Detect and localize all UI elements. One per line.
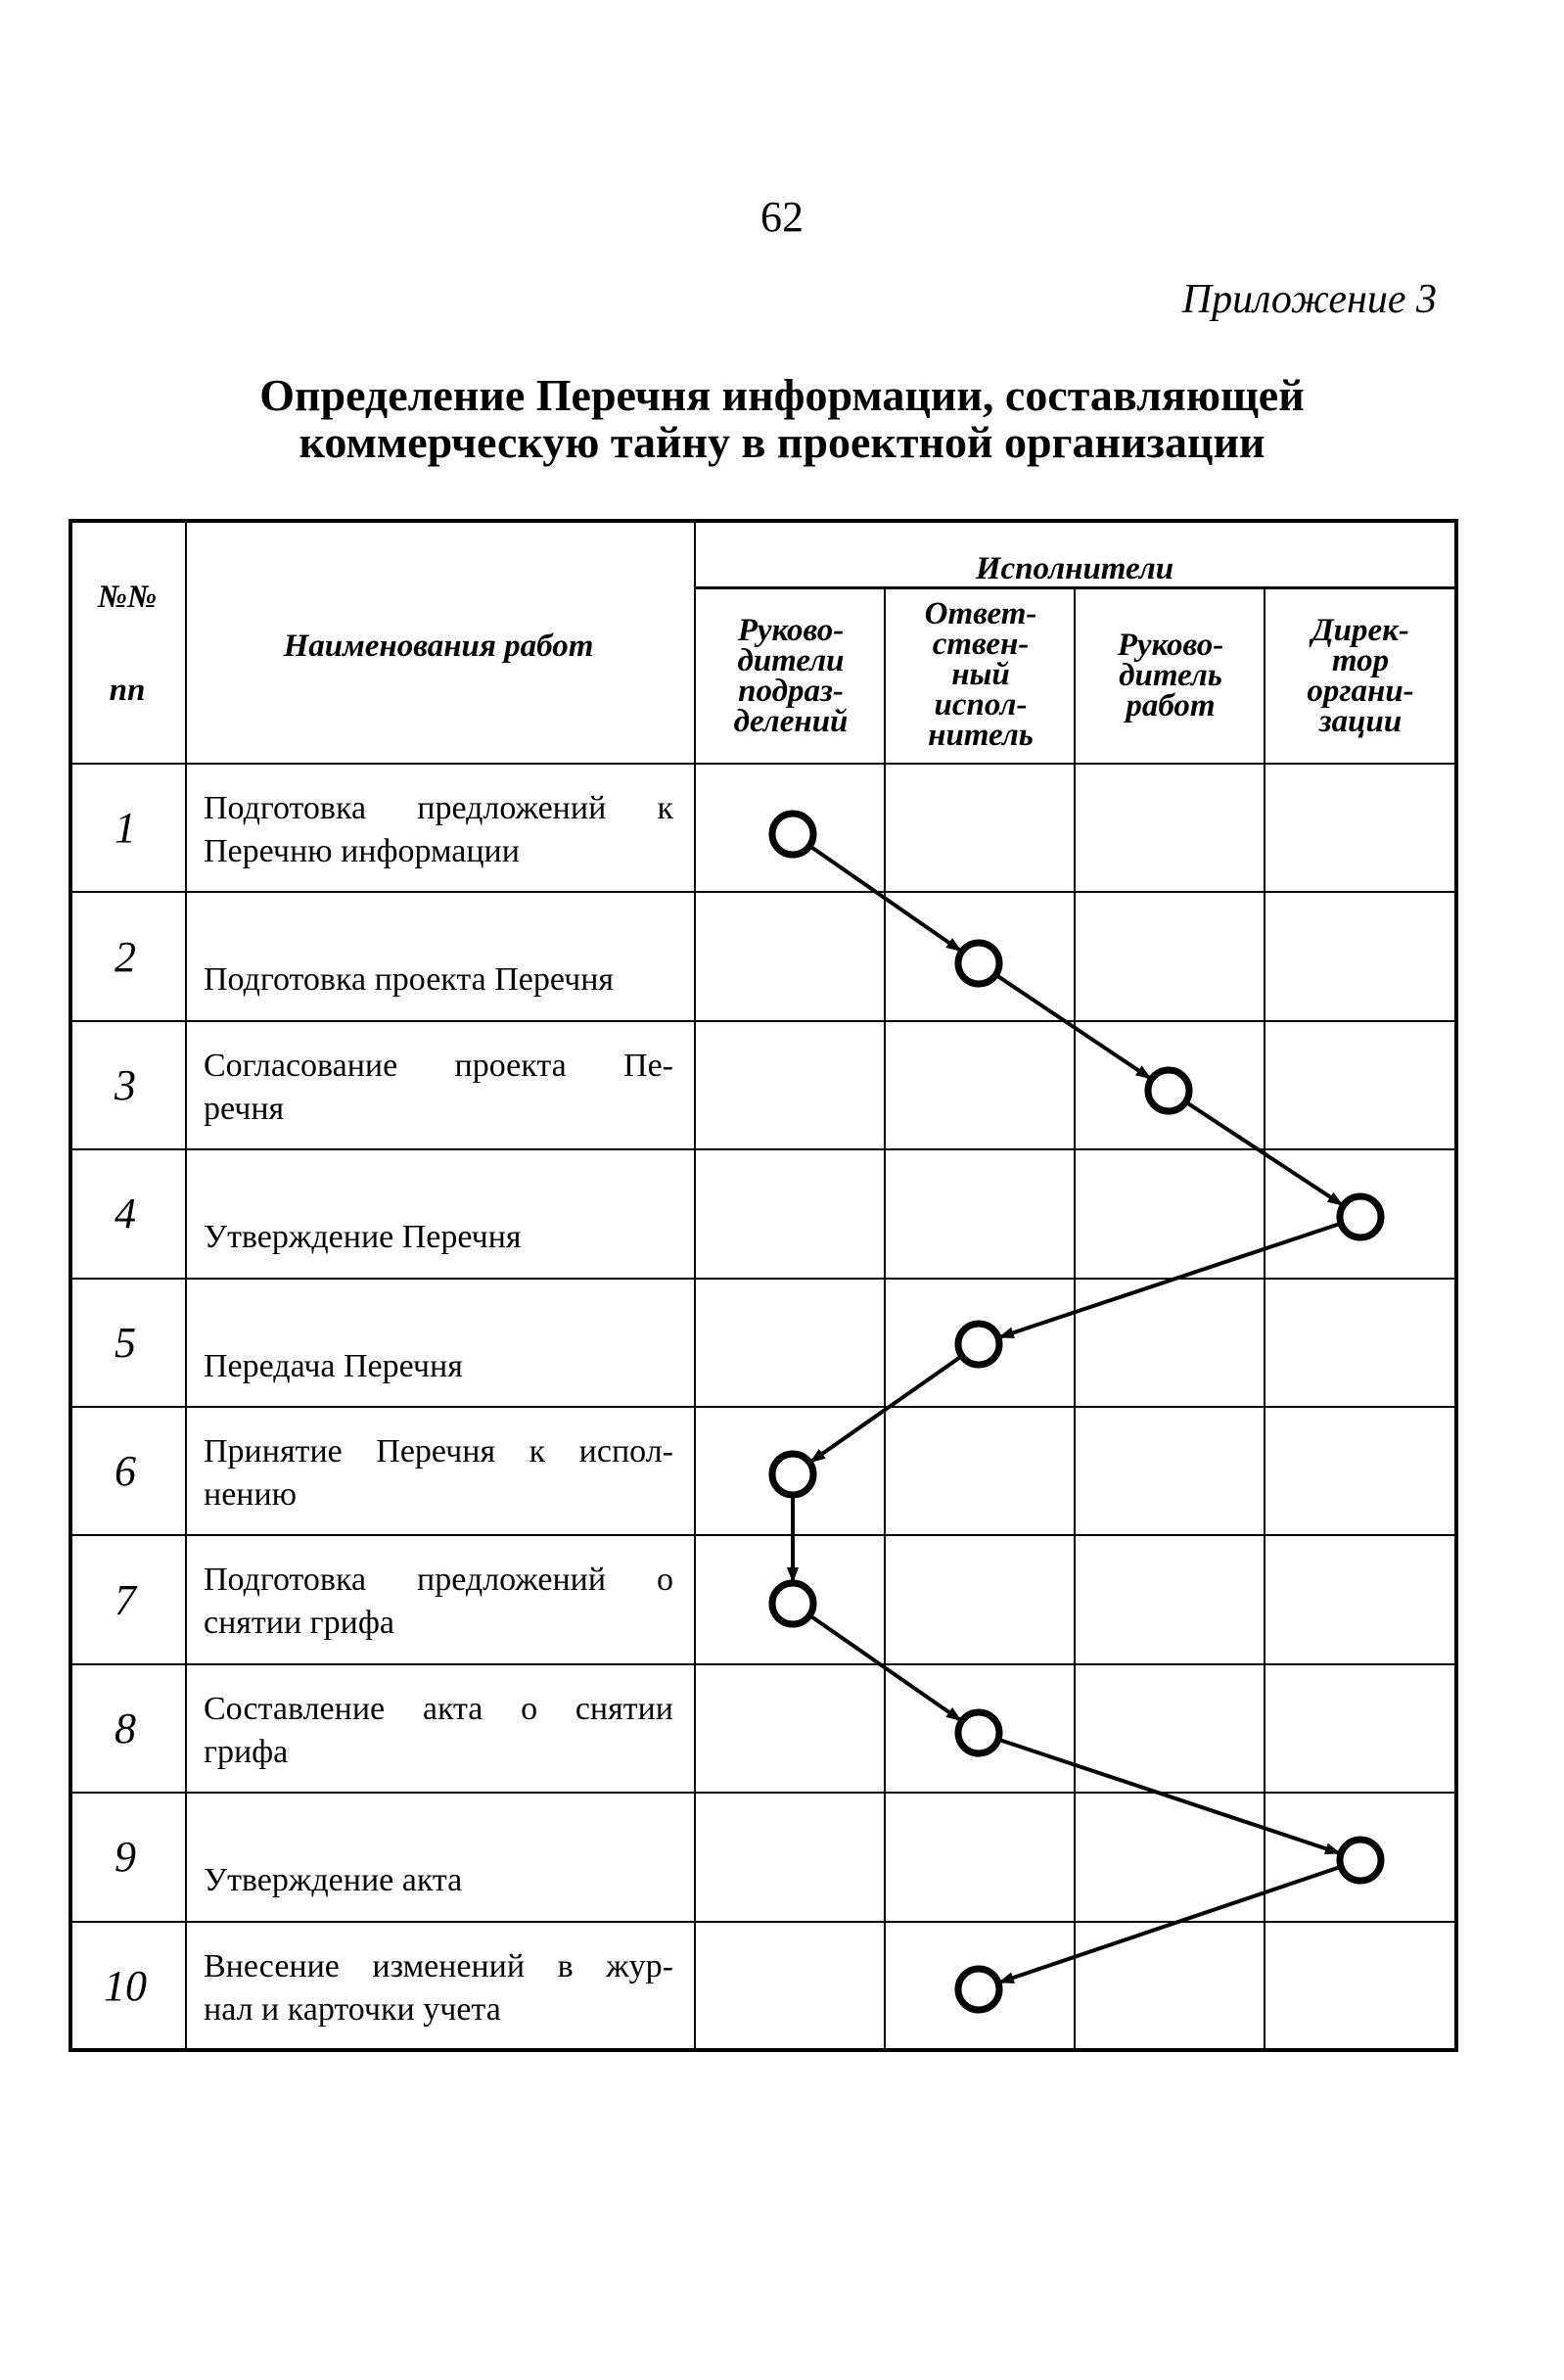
num-header-top: №№ xyxy=(97,579,158,615)
row-number: 9 xyxy=(115,1833,136,1882)
work-name-line: снятии грифа xyxy=(204,1605,394,1642)
executor-header-line: ный xyxy=(951,656,1010,692)
flow-arrow xyxy=(1000,1867,1341,1983)
executor-header-line: дители xyxy=(737,643,845,678)
flow-step-node xyxy=(1340,1196,1381,1237)
executor-header-line: работ xyxy=(1126,687,1216,723)
executor-header-line: Руково- xyxy=(737,613,845,648)
flow-step-node xyxy=(958,1712,999,1753)
work-name-line: Утверждение Перечня xyxy=(204,1219,522,1256)
executor-header-line: Руково- xyxy=(1117,627,1224,663)
work-name-line: Составление акта о снятии xyxy=(204,1690,673,1727)
row-number: 6 xyxy=(115,1447,136,1496)
title-line: Определение Перечня информации, составляющей xyxy=(259,370,1305,420)
work-name-line: Принятие Перечня к испол- xyxy=(204,1433,673,1470)
row-number: 1 xyxy=(115,804,136,853)
executor-header-line: дитель xyxy=(1119,657,1222,693)
executor-header-line: нитель xyxy=(928,717,1034,753)
title-line: коммерческую тайну в проектной организации xyxy=(299,417,1265,467)
work-name-line: Утверждение акта xyxy=(204,1862,463,1899)
executor-header-line: ствен- xyxy=(932,626,1030,662)
appendix-label: Приложение 3 xyxy=(1181,277,1437,322)
flow-arrow xyxy=(995,975,1149,1079)
flow-step-node xyxy=(772,1454,813,1495)
work-header: Наименования работ xyxy=(283,628,594,664)
flow-step-node xyxy=(958,1324,999,1365)
work-name-line: грифа xyxy=(204,1733,289,1770)
flow-arrow xyxy=(998,1740,1339,1853)
work-name-line: Согласование проекта Пе- xyxy=(204,1047,673,1084)
work-name-line: Перечню информации xyxy=(204,833,520,869)
flow-arrow xyxy=(1000,1224,1341,1337)
executor-header-line: тор xyxy=(1331,643,1390,678)
row-number: 8 xyxy=(115,1703,136,1752)
row-number: 10 xyxy=(104,1961,147,2010)
flow-step-node xyxy=(958,1969,999,2010)
row-number: 4 xyxy=(115,1190,136,1238)
work-name-line: нал и карточки учета xyxy=(204,1990,501,2028)
executor-header-line: зации xyxy=(1318,704,1403,739)
executor-header-line: делений xyxy=(733,704,849,739)
row-number: 2 xyxy=(115,932,136,981)
flow-arrow xyxy=(809,846,960,951)
flow-step-node xyxy=(1340,1840,1381,1881)
work-name-line: нению xyxy=(204,1476,298,1513)
work-name-line: Подготовка предложений о xyxy=(204,1562,673,1599)
work-name-line: Подготовка предложений к xyxy=(204,790,673,826)
work-name-line: речня xyxy=(204,1090,285,1127)
executor-header-line: испол- xyxy=(934,686,1028,723)
executors-header: Исполнители xyxy=(975,550,1174,586)
flow-arrow xyxy=(811,1356,962,1462)
work-name-line: Подготовка проекта Перечня xyxy=(204,961,615,999)
flow-arrow xyxy=(809,1615,960,1720)
work-name-line: Внесение изменений в жур- xyxy=(204,1947,673,1984)
executor-header-line: Ответ- xyxy=(924,595,1037,631)
work-name-line: Передача Перечня xyxy=(204,1347,463,1384)
executor-header-line: Дирек- xyxy=(1311,613,1409,648)
row-number: 5 xyxy=(115,1318,136,1367)
flow-arrow xyxy=(1186,1102,1342,1205)
flow-step-node xyxy=(1148,1070,1189,1111)
row-number: 3 xyxy=(115,1060,136,1109)
row-number: 7 xyxy=(115,1575,136,1624)
executor-header-line: органи- xyxy=(1307,674,1414,709)
executor-header-line: подраз- xyxy=(738,674,844,709)
flow-step-node xyxy=(772,1583,813,1624)
num-header-bottom: пп xyxy=(109,672,146,708)
flow-step-node xyxy=(772,814,813,855)
flow-step-node xyxy=(958,943,999,984)
page-number: 62 xyxy=(760,193,804,241)
